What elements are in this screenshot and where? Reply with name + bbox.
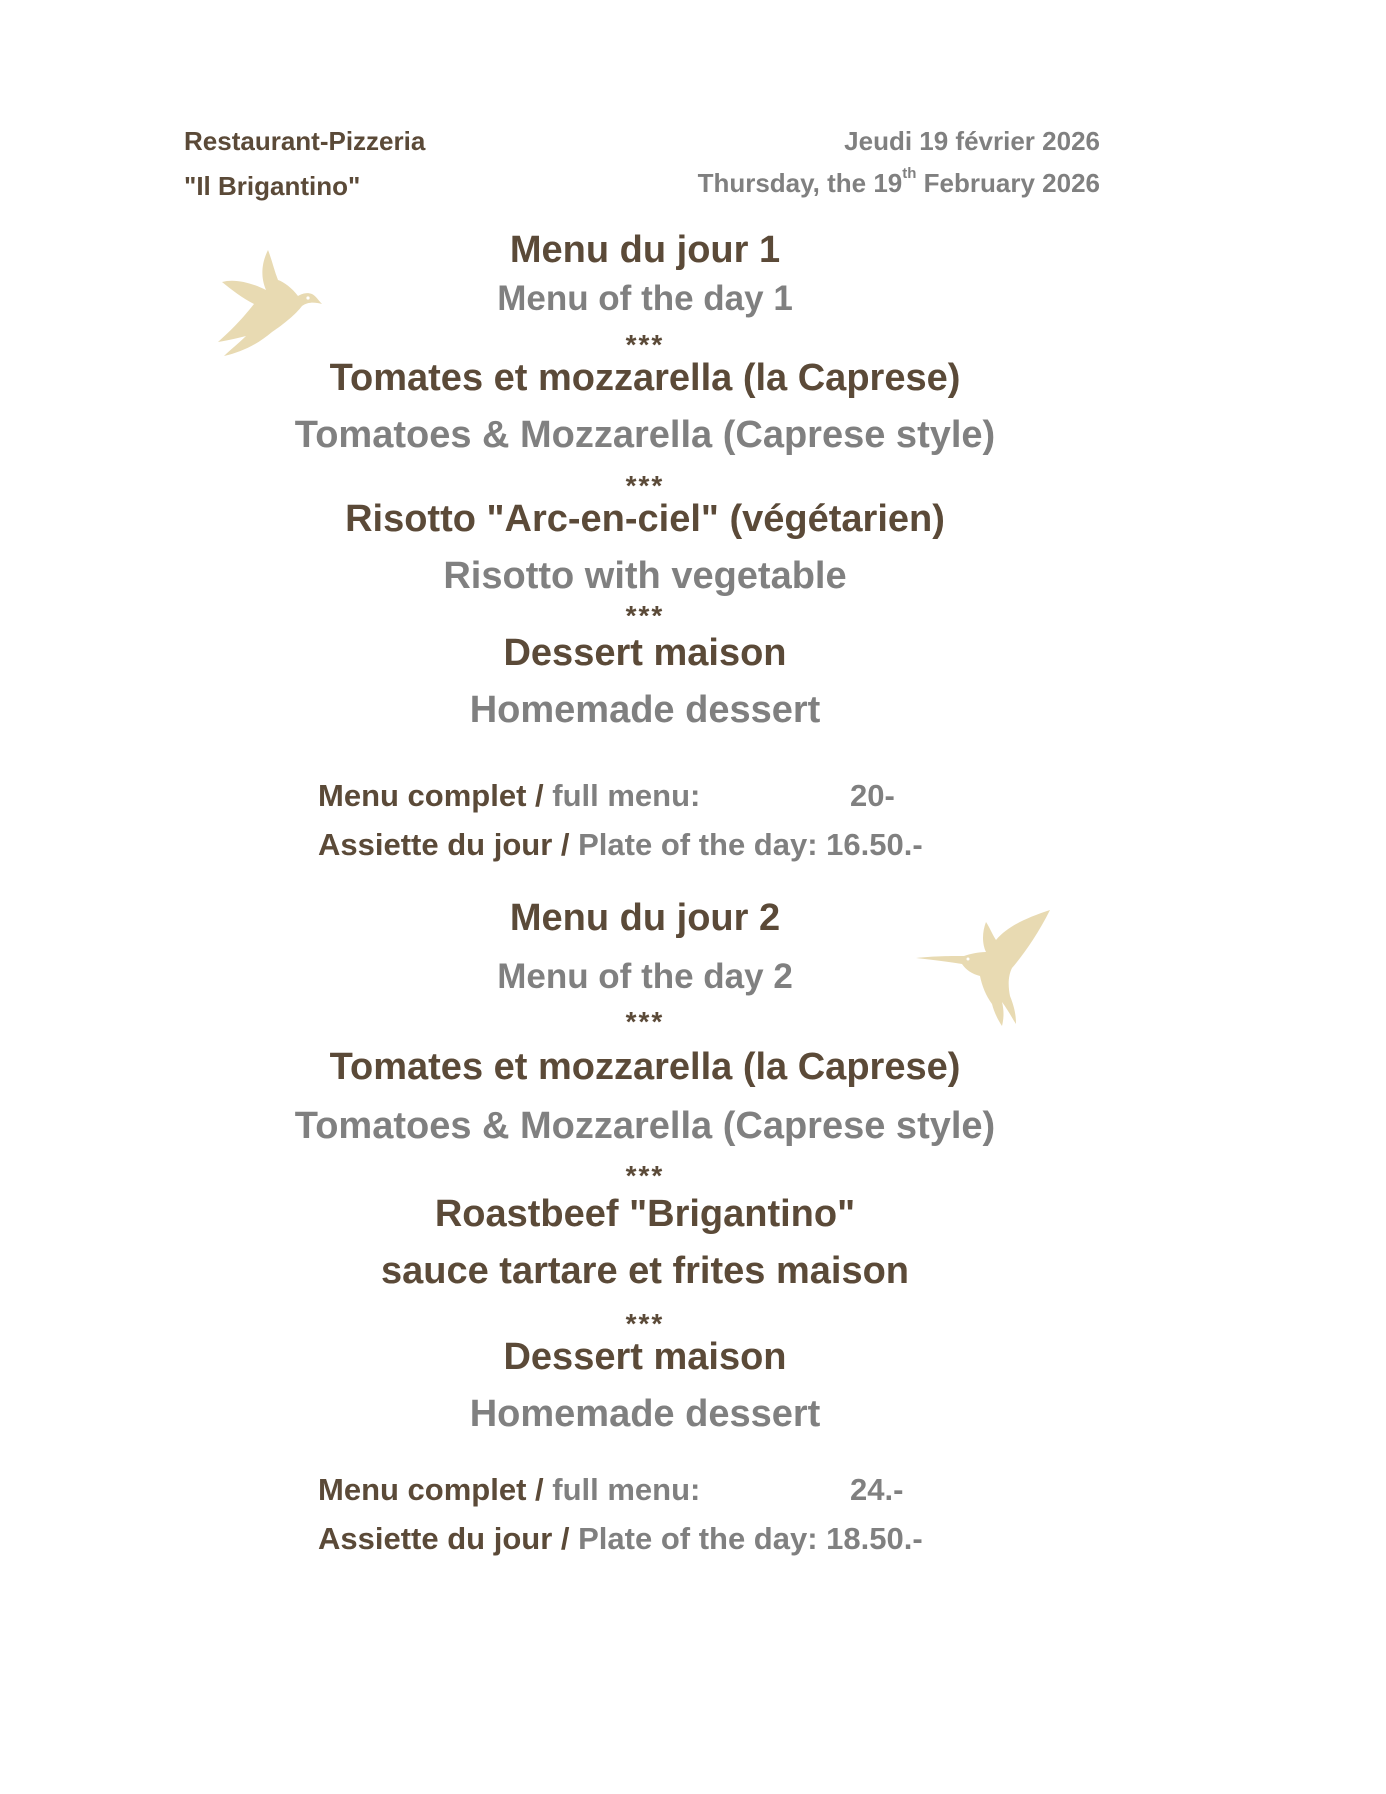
menu1-title-fr: Menu du jour 1 [509,229,781,271]
menu1-starter-en: Tomatoes & Mozzarella (Caprese style) [294,414,996,456]
menu2-plate-price-row [318,1521,923,1557]
menu1-full-label-fr: Menu complet / [318,778,553,813]
menu2-title-fr: Menu du jour 2 [509,897,781,939]
menu1-full-price: 20- [850,778,895,813]
menu1-dessert-fr: Dessert maison [503,632,787,674]
menu2-full-label-en: full menu: [552,1472,701,1507]
menu2-plate-price: 18.50.- [817,1521,923,1556]
menu2-dessert-fr: Dessert maison [503,1336,787,1378]
menu2-main-fr-line2: sauce tartare et frites maison [380,1250,909,1292]
menu2-separator-1: *** [625,1006,665,1037]
menu2-title-en: Menu of the day 2 [497,957,793,996]
menu1-plate-label-en: Plate of the day: [578,827,818,862]
menu1-separator-1: *** [625,329,665,360]
menu1-full-price-row [318,778,895,814]
menu1-main-en: Risotto with vegetable [443,555,847,597]
menu1-plate-price: 16.50.- [817,827,923,862]
menu2-dessert-en: Homemade dessert [469,1393,821,1435]
menu2-plate-label-en: Plate of the day: [578,1521,818,1556]
restaurant-name-line1: Restaurant-Pizzeria [184,126,426,156]
menu2-plate-label-fr: Assiette du jour / [318,1521,579,1556]
menu2-main-fr-line1: Roastbeef "Brigantino" [434,1193,856,1235]
menu1-separator-2: *** [625,470,665,501]
menu2-full-price-row [318,1472,904,1508]
menu1-plate-label-fr: Assiette du jour / [318,827,579,862]
menu1-main-fr: Risotto "Arc-en-ciel" (végétarien) [345,498,945,540]
menu1-separator-3: *** [625,600,665,616]
menu2-full-price: 24.- [850,1472,904,1507]
menu2-starter-fr: Tomates et mozzarella (la Caprese) [329,1046,961,1088]
menu1-plate-price-row [318,827,923,863]
menu2-separator-2: *** [625,1160,665,1191]
menu1-dessert-en: Homemade dessert [469,689,821,731]
menu1-full-label-en: full menu: [552,778,701,813]
date-french: Jeudi 19 février 2026 [844,126,1100,156]
date-english-suffix: th [902,165,917,183]
date-english-part2: February 2026 [916,168,1100,198]
menu2-separator-3: *** [625,1308,665,1339]
menu2-full-label-fr: Menu complet / [318,1472,553,1507]
date-english [697,165,1100,199]
date-english-part1: Thursday, the 19 [697,168,903,198]
menu1-starter-fr: Tomates et mozzarella (la Caprese) [329,357,961,399]
menu2-starter-en: Tomatoes & Mozzarella (Caprese style) [294,1105,996,1147]
menu1-title-en: Menu of the day 1 [497,279,793,318]
restaurant-name-line2: "Il Brigantino" [184,171,361,201]
